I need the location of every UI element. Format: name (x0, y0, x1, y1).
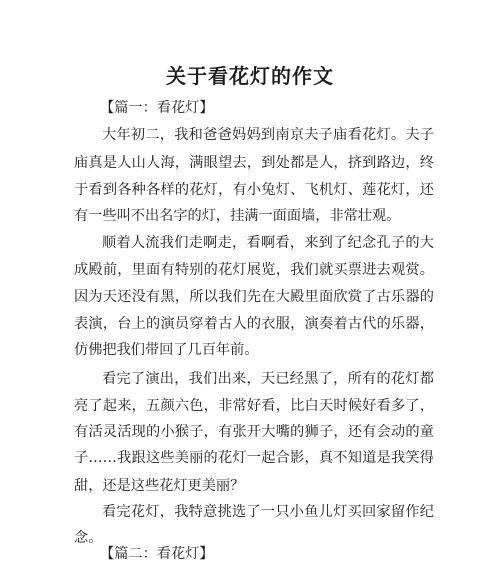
paragraph-2-line-1: 顺着人流我们走啊走，看啊看，来到了纪念孔子的大 (102, 235, 434, 251)
section-heading-1: 【篇一：看花灯】 (100, 100, 214, 116)
paragraph-4-line-1: 看完花灯，我特意挑选了一只小鱼儿灯买回家留作纪 (102, 504, 434, 520)
paragraph-1-line-3: 于看到各种各样的花灯，有小兔灯、飞机灯、莲花灯，还 (74, 182, 434, 198)
section-heading-2: 【篇二：看花灯】 (100, 546, 214, 562)
paragraph-2-line-3: 因为天还没有黑，所以我们先在大殿里面欣赏了古乐器的 (74, 289, 434, 305)
paragraph-3-line-2: 亮了起来，五颜六色，非常好看，比白天时候好看多了， (74, 398, 434, 414)
paragraph-3-line-5: 甜，还是这些花灯更美丽？ (74, 478, 245, 494)
paragraph-2-line-2: 成殿前，里面有特别的花灯展览，我们就买票进去观赏。 (74, 262, 434, 278)
paragraph-3-line-4: 子……我跟这些美丽的花灯一起合影，真不知道是我笑得 (74, 450, 434, 466)
paragraph-3-line-3: 有活灵活现的小猴子，有张开大嘴的狮子，还有会动的童 (74, 424, 434, 440)
paragraph-1-line-4: 有一些叫不出名字的灯，挂满一面面墙，非常壮观。 (74, 208, 401, 224)
page-title: 关于看花灯的作文 (166, 64, 334, 88)
paragraph-3-line-1: 看完了演出，我们出来，天已经黑了，所有的花灯都 (102, 371, 434, 387)
paragraph-2-line-4: 表演，台上的演员穿着古人的衣服，演奏着古代的乐器， (74, 316, 434, 332)
paragraph-2-line-5: 仿佛把我们带回了几百年前。 (74, 342, 259, 358)
paragraph-1-line-2: 庙真是人山人海，满眼望去，到处都是人，挤到路边，终 (74, 155, 434, 171)
paragraph-4-line-2: 念。 (74, 530, 103, 546)
paragraph-1-line-1: 大年初二，我和爸爸妈妈到南京夫子庙看花灯。夫子 (102, 127, 434, 143)
